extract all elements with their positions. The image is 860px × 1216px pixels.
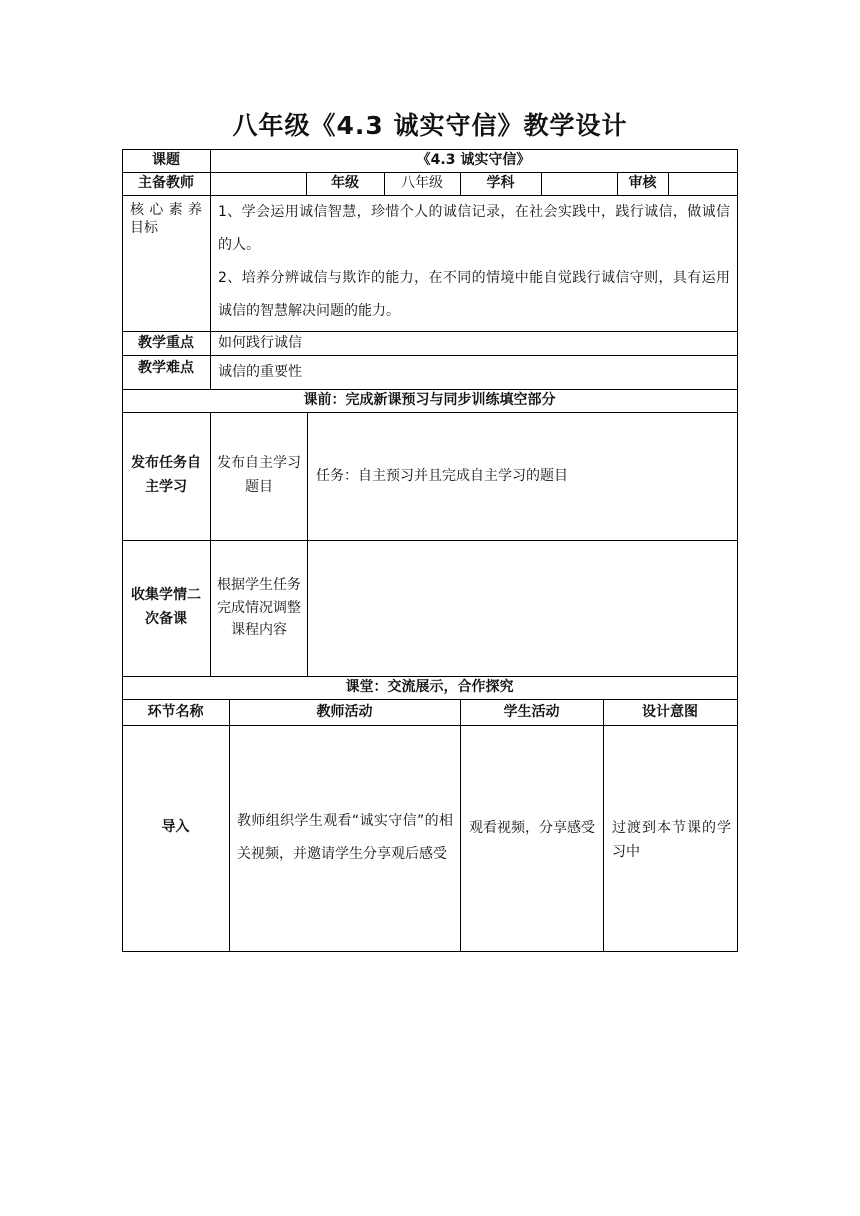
goal-item-1: 1、学会运用诚信智慧，珍惜个人的诚信记录，在社会实践中，践行诚信，做诚信的人。	[218, 204, 730, 253]
collect-label: 收集学情二次备课	[131, 587, 201, 627]
review-label: 审核	[628, 175, 657, 192]
goals-content	[210, 195, 737, 331]
difficulty-value: 诚信的重要性	[218, 363, 302, 380]
subject-value	[541, 172, 617, 195]
teacher-value	[210, 172, 306, 195]
task-sub: 发布自主学习题目	[217, 455, 301, 495]
key-point-label: 教学重点	[138, 334, 194, 351]
document-title: 八年级《4.3 诚实守信》教学设计	[232, 111, 628, 140]
collect-sub: 根据学生任务完成情况调整课程内容	[217, 577, 301, 639]
subject-label: 学科	[486, 175, 515, 192]
col-header-intent: 设计意图	[642, 703, 698, 720]
topic-value: 《4.3 诚实守信》	[416, 152, 531, 169]
pre-class-header: 课前：完成新课预习与同步训练填空部分	[303, 392, 556, 409]
review-value	[668, 172, 737, 195]
goal-item-2: 2、培养分辨诚信与欺诈的能力，在不同的情境中能自觉践行诚信守则，具有运用诚信的智慧解决问题的能力。	[218, 270, 730, 319]
col-header-teacher: 教师活动	[316, 703, 373, 720]
task-content: 任务：自主预习并且完成自主学习的题目	[316, 467, 568, 484]
row-student-activity: 观看视频，分享感受	[469, 820, 595, 836]
goals-label: 核 心 素 养 目标	[130, 202, 202, 237]
col-header-stage: 环节名称	[147, 703, 204, 720]
grade-label: 年级	[331, 175, 359, 192]
grade-value: 八年级	[401, 175, 443, 192]
task-label: 发布任务自主学习	[131, 455, 201, 495]
key-point-value: 如何践行诚信	[218, 334, 302, 351]
row-teacher-activity: 教师组织学生观看“诚实守信”的相关视频，并邀请学生分享观后感受	[237, 813, 453, 862]
difficulty-label: 教学难点	[138, 360, 194, 376]
row-design-intent: 过渡到本节课的学习中	[612, 820, 731, 860]
collect-content	[307, 540, 737, 676]
row-stage: 导入	[161, 819, 190, 836]
col-header-student: 学生活动	[503, 703, 560, 720]
topic-label: 课题	[152, 152, 180, 169]
in-class-header: 课堂：交流展示，合作探究	[345, 679, 514, 696]
teacher-label: 主备教师	[138, 175, 194, 192]
